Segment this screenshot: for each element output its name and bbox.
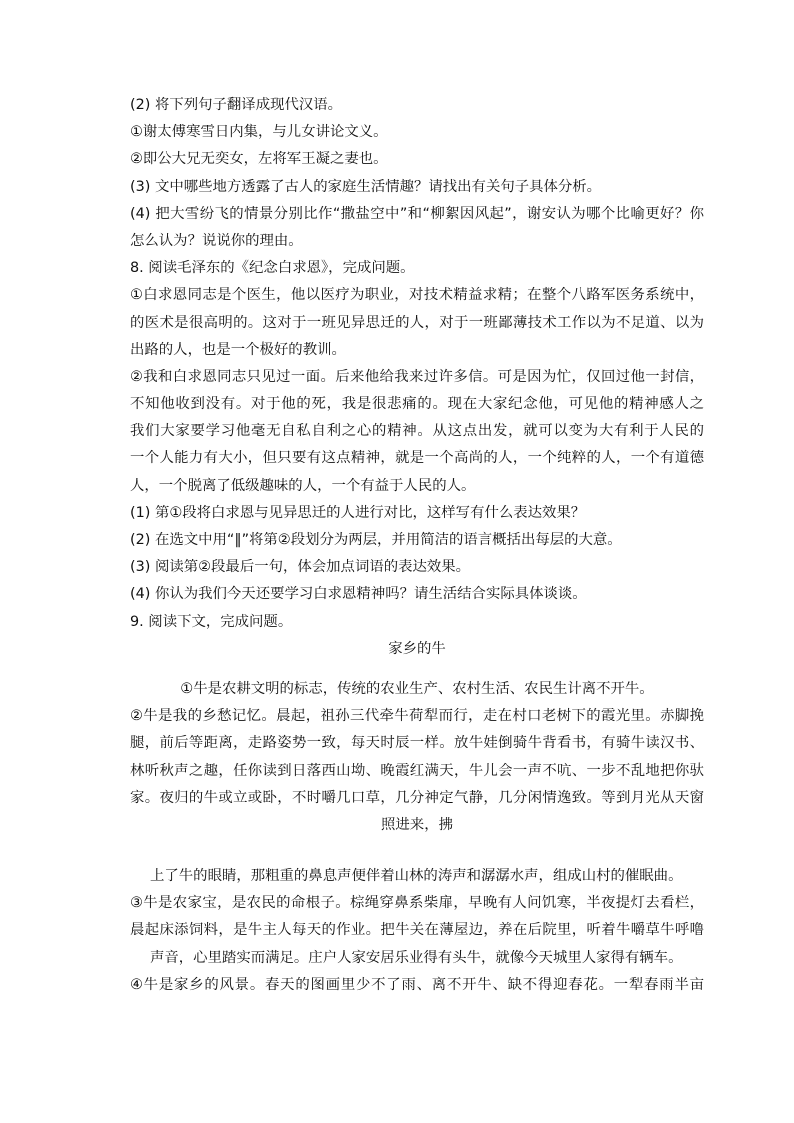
passage-line: 一个人能力有大小，但只要有这点精神，就是一个高尚的人，一个纯粹的人，一个有道德 — [130, 450, 704, 467]
passage-line: ②我和白求恩同志只见过一面。后来他给我来过许多信。可是因为忙，仅回过他一封信， — [130, 368, 704, 385]
essay-line: 声音，心里踏实而满足。庄户人家安居乐业得有头牛，就像今天城里人家得有辆车。 — [150, 949, 683, 966]
essay-line: ③牛是农家宝，是农民的命根子。棕绳穿鼻系柴扉，早晚有人问饥寒，半夜提灯去看栏， — [130, 895, 704, 912]
essay-line-tail: 照进来，拂 — [381, 816, 453, 833]
essay-paragraph-1: ①牛是农耕文明的标志，传统的农业生产、农村生活、农民生计离不开牛。 — [180, 680, 654, 697]
subquestion-3: (3) 阅读第②段最后一句，体会加点词语的表达效果。 — [130, 559, 471, 576]
essay-line: 林听秋声之趣，任你读到日落西山坳、晚霞红满天，牛儿会一声不吭、一步不乱地把你驮 — [130, 762, 704, 779]
essay-line: 家。夜归的牛或立或卧，不时嚼几口草，几分神定气静，几分闲情逸致。等到月光从天窗 — [130, 789, 704, 806]
question-2: (2) 将下列句子翻译成现代汉语。 — [130, 97, 343, 113]
passage-line: 出路的人，也是一个极好的教训。 — [130, 341, 346, 358]
essay-line: 腿，前后等距离，走路姿势一致，每天时辰一样。放牛娃倒骑牛背看书，有骑牛读汉书、 — [130, 735, 704, 752]
passage-line: ①白求恩同志是个医生，他以医疗为职业，对技术精益求精；在整个八路军医务系统中， — [130, 287, 704, 304]
question-9-heading: 9. 阅读下文，完成问题。 — [130, 613, 293, 630]
essay-line: ②牛是我的乡愁记忆。晨起，祖孙三代牵牛荷犁而行，走在村口老树下的霞光里。赤脚挽 — [130, 708, 704, 725]
question-4: (4) 把大雪纷飞的情景分别比作“撒盐空中”和“柳絮因风起”，谢安认为哪个比喻更好？你 — [130, 205, 704, 222]
subquestion-4: (4) 你认为我们今天还要学习白求恩精神吗？请生活结合实际具体谈谈。 — [130, 586, 587, 603]
question-3: (3) 文中哪些地方透露了古人的家庭生活情趣？请找出有关句子具体分析。 — [130, 178, 602, 195]
passage-line: 的医术是很高明的。这对于一班见异思迁的人，对于一班鄙薄技术工作以为不足道、以为 — [130, 314, 704, 331]
passage-line: 我们大家要学习他毫无自私自利之心的精神。从这点出发，就可以变为大有利于人民的 — [130, 423, 704, 440]
question-4-cont: 怎么认为？说说你的理由。 — [130, 232, 303, 249]
question-8-heading: 8. 阅读毛泽东的《纪念白求恩》，完成问题。 — [130, 260, 415, 277]
subquestion-2: (2) 在选文中用“‖”将第②段划分为两层，并用简洁的语言概括出每层的大意。 — [130, 532, 622, 548]
essay-line: ④牛是家乡的风景。春天的图画里少不了雨、离不开牛、缺不得迎春花。一犁春雨半亩 — [130, 976, 704, 993]
passage-line: 不知他收到没有。对于他的死，我是很悲痛的。现在大家纪念他，可见他的精神感人之 — [130, 396, 704, 413]
subquestion-1: (1) 第①段将白求恩与见异思迁的人进行对比，这样写有什么表达效果？ — [130, 504, 586, 521]
essay-title: 家乡的牛 — [388, 640, 446, 657]
passage-line: 人，一个脱离了低级趣味的人，一个有益于人民的人。 — [130, 477, 476, 494]
sentence-2: ②即公大兄无奕女，左将军王凝之妻也。 — [130, 151, 388, 168]
sentence-1: ①谢太傅寒雪日内集，与儿女讲论文义。 — [130, 124, 388, 141]
essay-line: 晨起床添饲料，是牛主人每天的作业。把牛关在薄屋边，养在后院里，听着牛嚼草牛呼噜 — [130, 922, 704, 939]
essay-line: 上了牛的眼睛，那粗重的鼻息声便伴着山林的涛声和潺潺水声，组成山村的催眠曲。 — [150, 868, 683, 885]
